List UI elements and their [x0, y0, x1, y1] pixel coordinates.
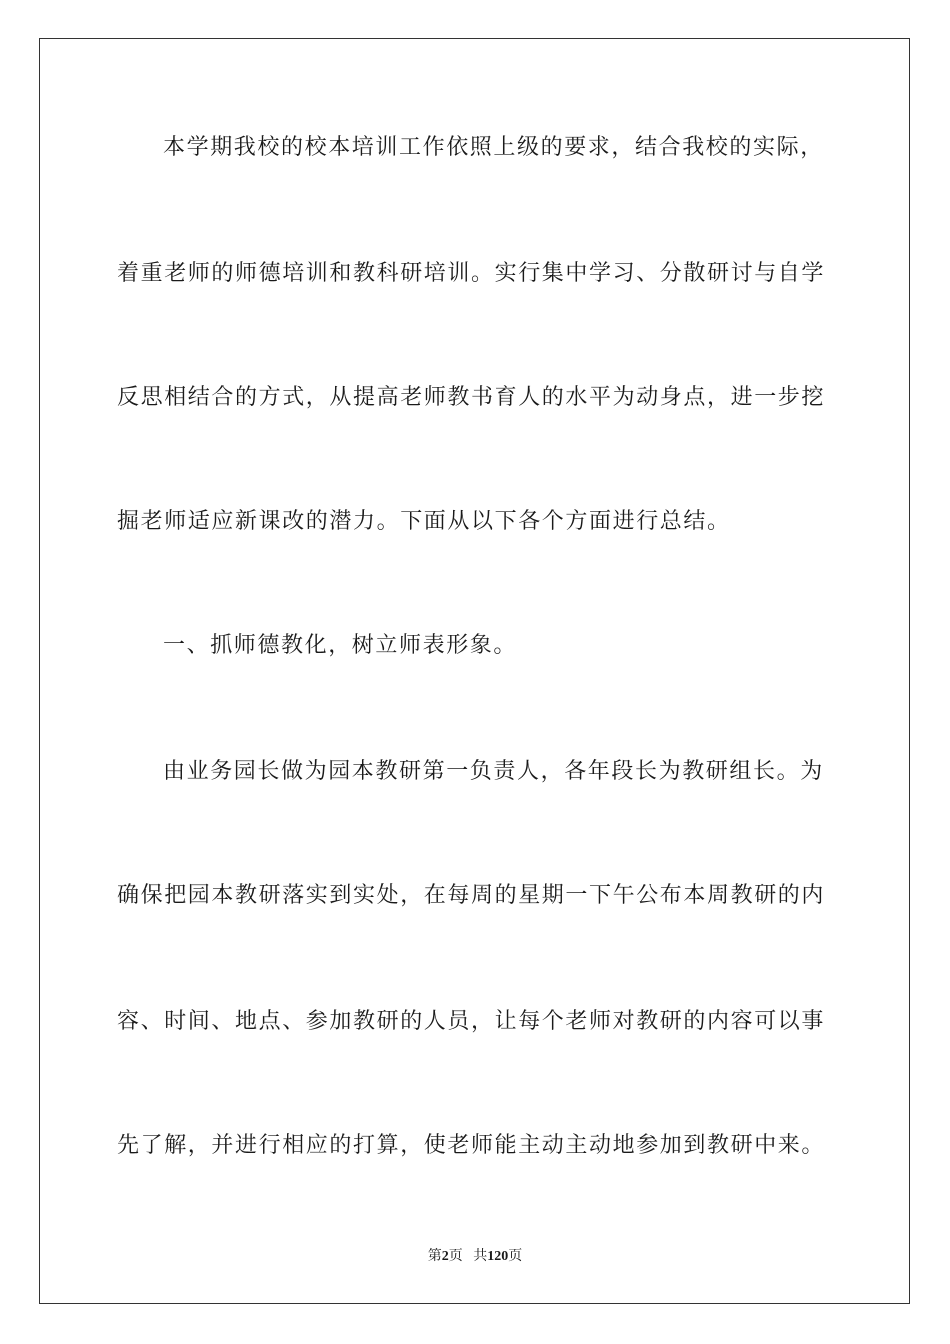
section-heading: 一、抓师德教化，树立师表形象。 [163, 633, 518, 658]
paragraph-2-line-2: 确保把园本教研落实到实处，在每周的星期一下午公布本周教研的内 [117, 883, 826, 908]
footer-total-suffix: 页 [508, 1249, 523, 1264]
footer-total-prefix: 共 [473, 1249, 488, 1264]
footer-prefix: 第 [427, 1249, 442, 1264]
paragraph-2-line-4: 先了解，并进行相应的打算，使老师能主动主动地参加到教研中来。 [117, 1133, 826, 1158]
paragraph-1-line-3: 反思相结合的方式，从提高老师教书育人的水平为动身点，进一步挖 [117, 385, 826, 410]
page-frame [39, 38, 910, 1304]
total-page-count: 120 [487, 1249, 509, 1264]
paragraph-1-line-2: 着重老师的师德培训和教科研培训。实行集中学习、分散研讨与自学 [117, 261, 826, 286]
current-page-number: 2 [441, 1249, 449, 1264]
paragraph-2-line-1: 由业务园长做为园本教研第一负责人，各年段长为教研组长。为 [163, 759, 824, 784]
paragraph-2-line-3: 容、时间、地点、参加教研的人员，让每个老师对教研的内容可以事 [117, 1009, 826, 1034]
paragraph-1-line-4: 掘老师适应新课改的潜力。下面从以下各个方面进行总结。 [117, 509, 731, 534]
page-footer [0, 1248, 950, 1266]
footer-page-suffix: 页 [448, 1249, 463, 1264]
paragraph-1-line-1: 本学期我校的校本培训工作依照上级的要求，结合我校的实际， [163, 135, 824, 160]
